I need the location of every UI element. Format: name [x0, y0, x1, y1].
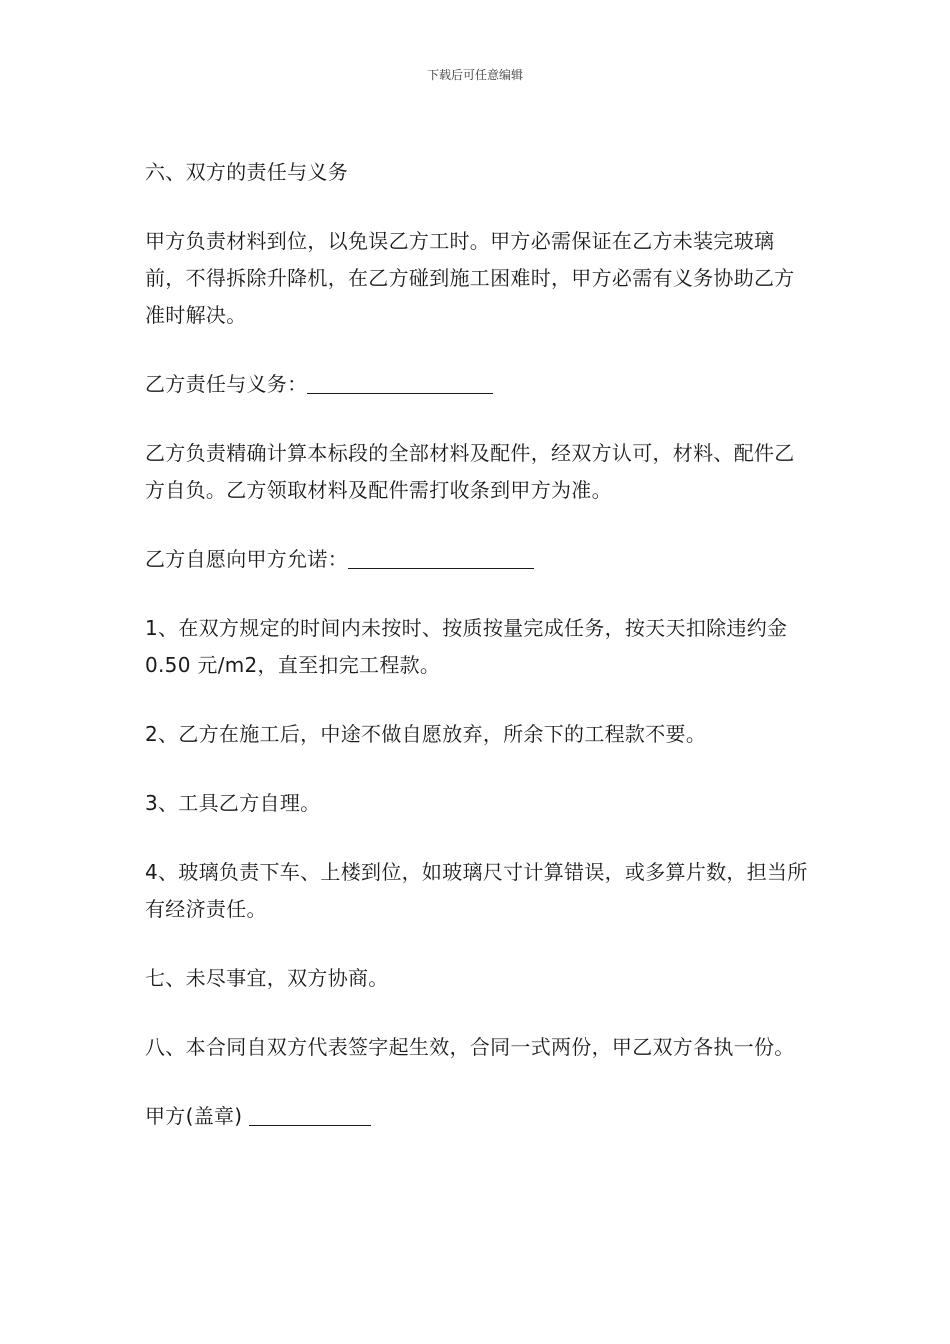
party-b-duty-label: 乙方责任与义务：: [145, 372, 308, 396]
party-b-duty-label-line: [145, 366, 810, 403]
party-a-signature-label: 甲方(盖章): [145, 1104, 243, 1128]
party-b-duty-blank: [307, 371, 493, 394]
promise-item-1: 1、在双方规定的时间内未按时、按质按量完成任务，按天天扣除违约金 0.50 元/m2，直至扣完工程款。: [145, 616, 788, 677]
section-7: 七、未尽事宜，双方协商。: [145, 966, 389, 990]
promise-item-3: 3、工具乙方自理。: [145, 791, 321, 815]
promise-item-4: 4、玻璃负责下车、上楼到位，如玻璃尺寸计算错误，或多算片数，担当所有经济责任。: [145, 860, 808, 921]
party-b-duty-paragraph: 乙方负责精确计算本标段的全部材料及配件，经双方认可，材料、配件乙方自负。乙方领取材料及配件需打收条到甲方为准。: [145, 441, 795, 502]
party-b-promise-blank: [348, 546, 534, 569]
party-a-signature-blank: [249, 1103, 371, 1126]
section-6-title: 六、双方的责任与义务: [145, 160, 348, 184]
promise-item-2: 2、乙方在施工后，中途不做自愿放弃，所余下的工程款不要。: [145, 722, 707, 746]
party-b-promise-label-line: [145, 541, 810, 578]
contract-body: [145, 154, 810, 1167]
party-a-duty-paragraph: 甲方负责材料到位，以免误乙方工时。甲方必需保证在乙方未装完玻璃前，不得拆除升降机，在乙方碰到施工困难时，甲方必需有义务协助乙方准时解决。: [145, 229, 795, 327]
party-b-promise-label: 乙方自愿向甲方允诺：: [145, 547, 348, 571]
header-note: 下载后可任意编辑: [426, 68, 523, 82]
section-8: 八、本合同自双方代表签字起生效，合同一式两份，甲乙双方各执一份。: [145, 1035, 795, 1059]
party-a-signature-line: [145, 1098, 810, 1135]
